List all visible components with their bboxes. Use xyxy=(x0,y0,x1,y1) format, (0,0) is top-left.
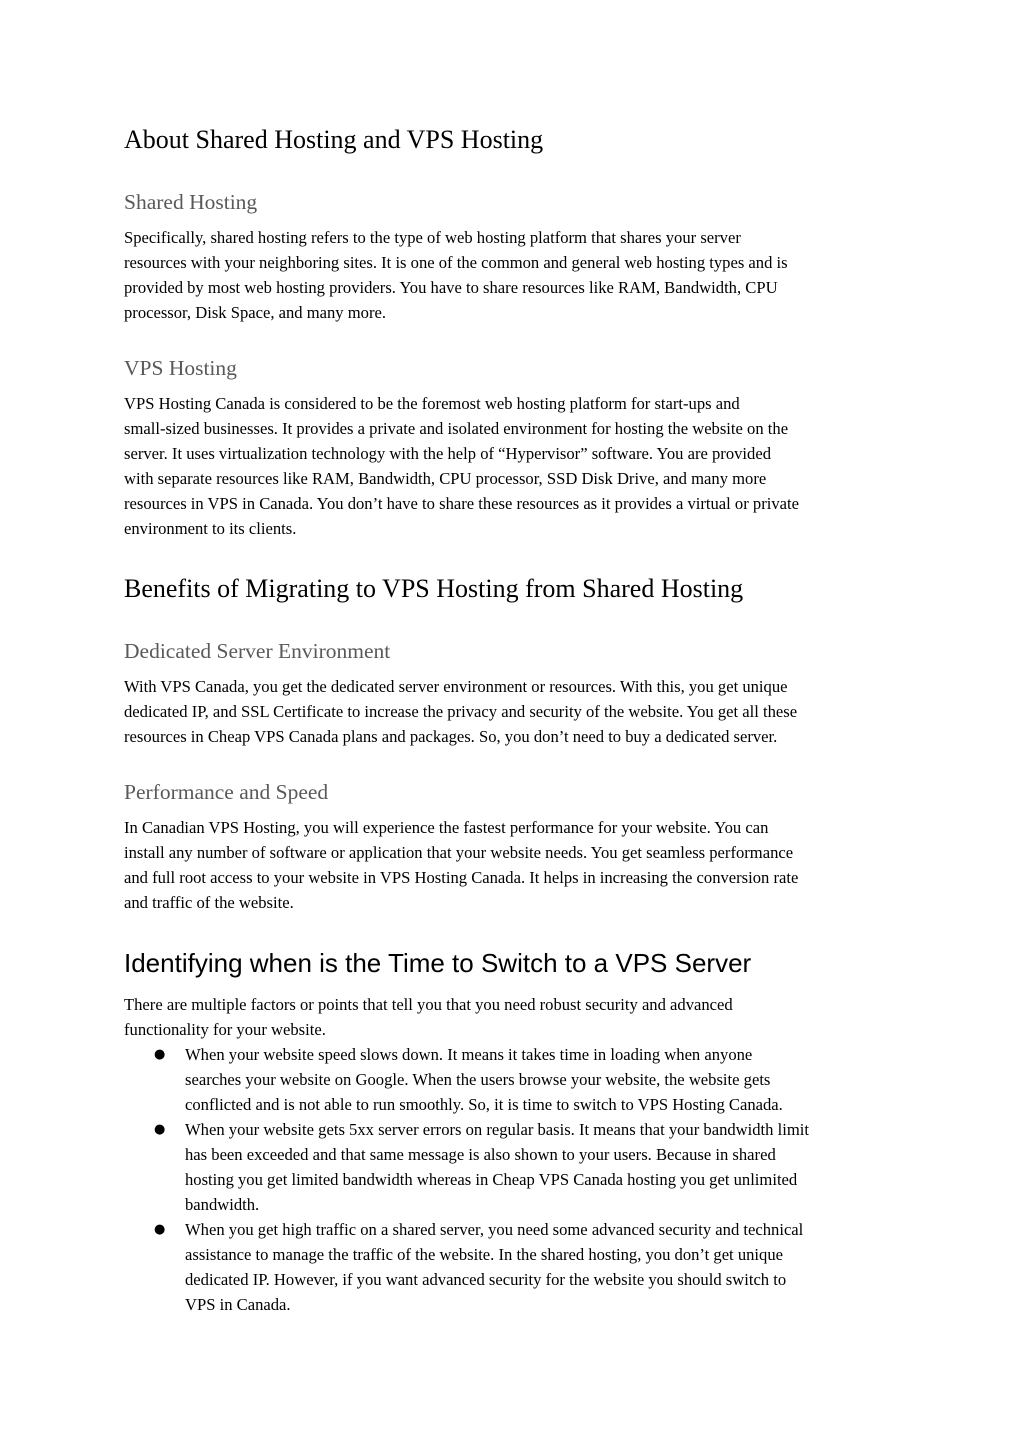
text-line: assistance to manage the traffic of the website. In the shared hosting, you don’t get unique xyxy=(185,1245,783,1264)
text-line: with separate resources like RAM, Bandwidth, CPU processor, SSD Disk Drive, and many more xyxy=(124,469,767,488)
text-line: has been exceeded and that same message is also shown to your users. Because in shared xyxy=(185,1145,776,1164)
text-line: and traffic of the website. xyxy=(124,893,294,912)
subsection-heading-shared-hosting: Shared Hosting xyxy=(124,190,258,214)
text-line: VPS Hosting Canada is considered to be the foremost web hosting platform for start-ups and xyxy=(124,394,740,413)
list-item xyxy=(124,1117,904,1217)
paragraph-dedicated-server xyxy=(124,674,904,749)
bullet-icon: ● xyxy=(154,1122,166,1137)
section-heading-about: About Shared Hosting and VPS Hosting xyxy=(124,125,544,154)
text-line: There are multiple factors or points that tell you that you need robust security and advanced xyxy=(124,995,733,1014)
text-line: functionality for your website. xyxy=(124,1020,326,1039)
section-heading-identifying: Identifying when is the Time to Switch to a VPS Server xyxy=(124,948,752,978)
subsection-heading-dedicated-server: Dedicated Server Environment xyxy=(124,639,391,663)
text-line: searches your website on Google. When the users browse your website, the website gets xyxy=(185,1070,771,1089)
text-line: bandwidth. xyxy=(185,1195,260,1214)
paragraph-intro xyxy=(124,992,904,1042)
text-line: When your website gets 5xx server errors on regular basis. It means that your bandwidth limit xyxy=(185,1120,809,1139)
text-line: In Canadian VPS Hosting, you will experience the fastest performance for your website. You can xyxy=(124,818,769,837)
bullet-icon: ● xyxy=(154,1047,166,1062)
text-line: environment to its clients. xyxy=(124,519,297,538)
text-line: and full root access to your website in VPS Hosting Canada. It helps in increasing the conversion rate xyxy=(124,868,799,887)
paragraph-vps-hosting xyxy=(124,391,904,541)
text-line: VPS in Canada. xyxy=(185,1295,291,1314)
text-line: dedicated IP, and SSL Certificate to increase the privacy and security of the website. You get all these xyxy=(124,702,798,721)
bullet-list xyxy=(124,1042,904,1317)
text-line: small-sized businesses. It provides a private and isolated environment for hosting the website on the xyxy=(124,419,789,438)
text-line: With VPS Canada, you get the dedicated server environment or resources. With this, you get unique xyxy=(124,677,788,696)
bullet-icon: ● xyxy=(154,1222,166,1237)
text-line: processor, Disk Space, and many more. xyxy=(124,303,386,322)
text-line: dedicated IP. However, if you want advanced security for the website you should switch to xyxy=(185,1270,787,1289)
subsection-heading-performance: Performance and Speed xyxy=(124,780,329,804)
list-item xyxy=(124,1042,904,1117)
text-line: conflicted and is not able to run smoothly. So, it is time to switch to VPS Hosting Canada. xyxy=(185,1095,783,1114)
subsection-heading-vps-hosting: VPS Hosting xyxy=(124,356,237,380)
text-line: server. It uses virtualization technology with the help of “Hypervisor” software. You are provided xyxy=(124,444,771,463)
list-item xyxy=(124,1217,904,1317)
text-line: resources in VPS in Canada. You don’t have to share these resources as it provides a virtual or private xyxy=(124,494,799,513)
text-line: resources in Cheap VPS Canada plans and packages. So, you don’t need to buy a dedicated server. xyxy=(124,727,778,746)
paragraph-shared-hosting xyxy=(124,225,904,325)
text-line: Specifically, shared hosting refers to the type of web hosting platform that shares your server xyxy=(124,228,741,247)
text-line: install any number of software or application that your website needs. You get seamless performance xyxy=(124,843,794,862)
text-line: provided by most web hosting providers. You have to share resources like RAM, Bandwidth, CPU xyxy=(124,278,778,297)
section-heading-benefits: Benefits of Migrating to VPS Hosting from Shared Hosting xyxy=(124,574,744,603)
text-line: When your website speed slows down. It means it takes time in loading when anyone xyxy=(185,1045,753,1064)
text-line: When you get high traffic on a shared server, you need some advanced security and technical xyxy=(185,1220,804,1239)
text-line: hosting you get limited bandwidth whereas in Cheap VPS Canada hosting you get unlimited xyxy=(185,1170,798,1189)
text-line: resources with your neighboring sites. It is one of the common and general web hosting types and is xyxy=(124,253,788,272)
paragraph-performance xyxy=(124,815,904,915)
